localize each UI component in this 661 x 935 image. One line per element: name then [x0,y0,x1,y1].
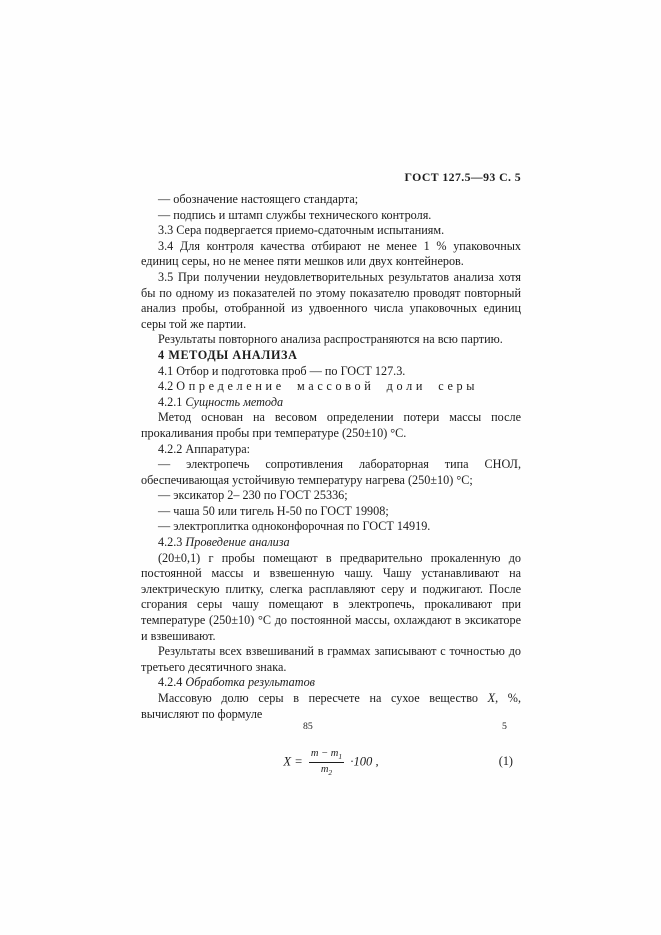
clause-4-2-3-heading [141,535,521,551]
clause-title: Проведение анализа [185,535,290,550]
page-header: ГОСТ 127.5—93 С. 5 [404,170,521,184]
clause-4-2-2-heading: 4.2.2 Аппаратура: [158,441,251,456]
clause-3-5: 3.5 При получении неудовлетворительных результатов анализа хотя бы по одному из показателей по этому показателю проводят повторный анализ пробы, отобранной из удвоенного числа упаковочных единиц серы той же партии. [141,269,521,331]
multiply-dot: · [350,754,354,769]
formula-factor: 100 , [353,754,379,769]
formula-block [141,746,521,780]
equals-sign: = [294,754,303,769]
clause-number: 4.2.3 [158,535,183,550]
formula [141,748,521,777]
clause-title: Обработка результатов [185,675,315,690]
variable-x: X [487,691,496,705]
clause-4-1: 4.1 Отбор и подготовка проб — по ГОСТ 127.3. [158,363,406,378]
body-text: Массовую долю серы в пересчете на сухое вещество [158,691,488,705]
apparatus-item: — эксикатор 2– 230 по ГОСТ 25336; [158,488,348,503]
clause-3-4: 3.4 Для контроля качества отбирают не менее 1 % упаковочных единиц серы, но не менее пяти мешков или двух контейнеров. [141,238,521,269]
clause-4-2-1-heading [141,395,521,411]
clause-title: Сущность метода [185,394,284,409]
clause-title: Определение массовой доли серы [176,379,479,394]
formula-lhs: X [283,754,292,769]
equation-number: (1) [498,754,513,769]
dash-item: — обозначение настоящего стандарта; [158,192,359,206]
clause-number: 4.2.1 [158,394,183,409]
section-4-heading: 4 МЕТОДЫ АНАЛИЗА [158,347,298,362]
clause-number: 4.2.4 [158,675,183,690]
clause-4-2-4-body [141,691,521,722]
dash-item: — подпись и штамп службы технического контроля. [158,207,432,222]
text-block [141,192,521,780]
apparatus-item: — электропечь сопротивления лабораторная типа СНОЛ, обеспечивающая устойчивую температуру нагрева (250±10) °С; [141,457,521,487]
clause-3-3: 3.3 Сера подвергается приемо-сдаточным испытаниям. [158,223,445,238]
clause-number: 4.2 [158,379,174,394]
clause-4-2-1-body: Метод основан на весовом определении потери массы после прокаливания пробы при температуре (250±10) °С. [141,410,521,440]
folio-number-right: 5 [502,721,507,732]
folio-number-left: 85 [303,721,313,732]
clause-4-2-3-body: (20±0,1) г пробы помещают в предварительно прокаленную до постоянной массы и взвешенную чашу. Чашу устанавливают на электрическую плитку, слегка расплавляют серу и поджигают. После сгорания серы чашу помещают в электропечь, прокаливают при температуре (250±10) °С до постоянной массы, охлаждают в эксикаторе и взвешивают. [141,550,521,643]
clause-3-5-result: Результаты повторного анализа распространяются на всю партию. [158,332,503,347]
fraction [309,748,344,777]
apparatus-item: — чаша 50 или тигель Н-50 по ГОСТ 19908; [158,503,389,518]
apparatus-item: — электроплитка одноконфорочная по ГОСТ 14919. [158,519,431,534]
clause-4-2-3-note: Результаты всех взвешиваний в граммах записывают с точностью до третьего десятичного знака. [141,644,521,674]
clause-4-2-4-heading [141,675,521,691]
clause-4-2-heading [141,379,521,395]
fraction-numerator: $m - m_1$ [310,748,343,762]
fraction-denominator: $m_2$ [320,764,333,778]
body-text: , %, вычисляют по формуле [141,691,521,721]
